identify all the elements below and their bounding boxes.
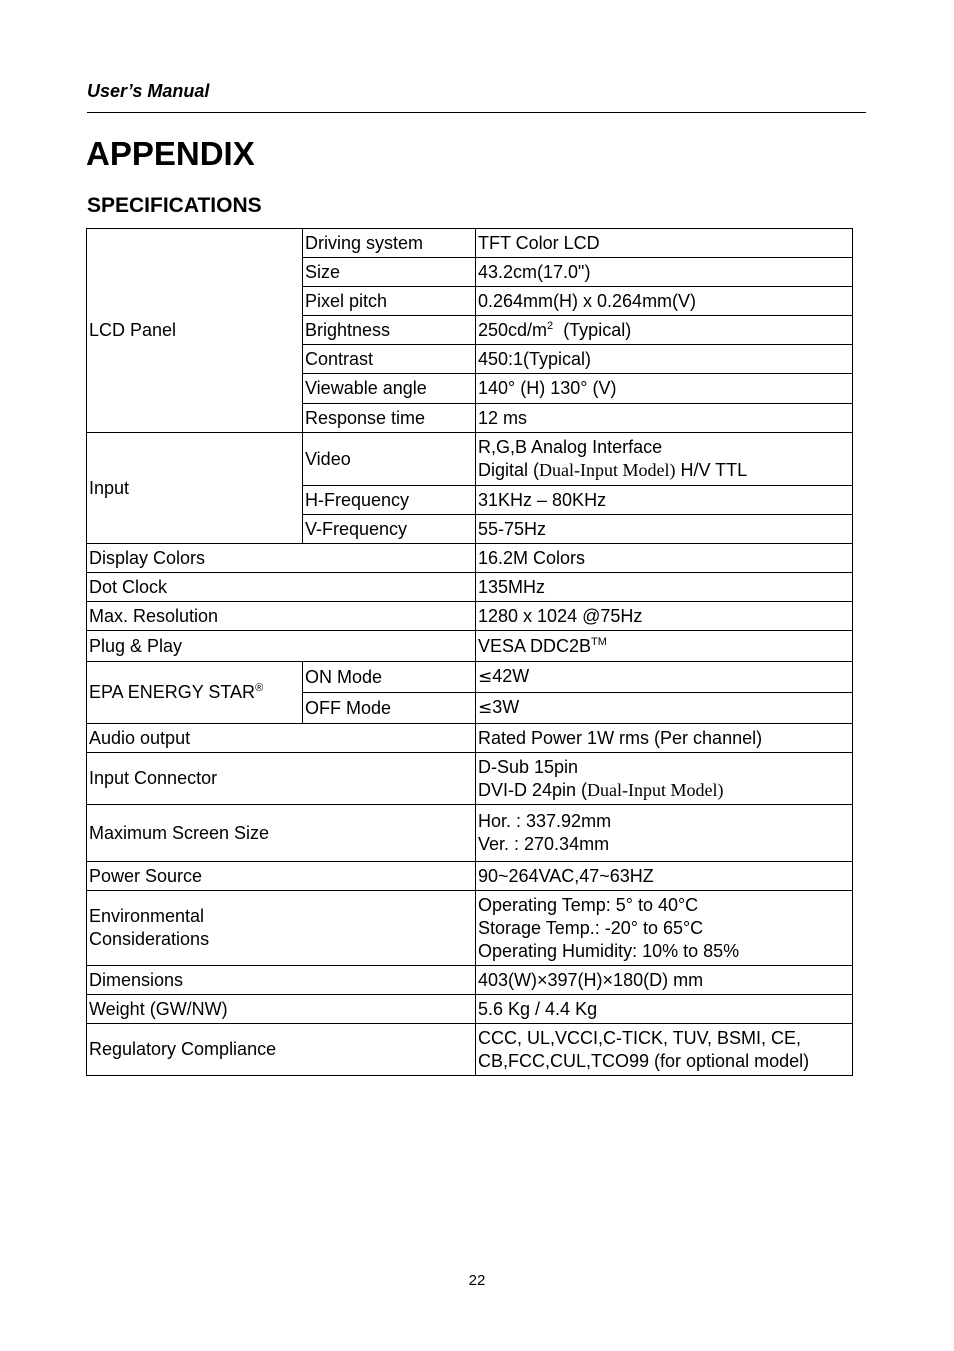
spec-value: 450:1(Typical) xyxy=(476,345,853,374)
value-line: Operating Temp: 5° to 40°C xyxy=(478,894,699,915)
section-title: SPECIFICATIONS xyxy=(87,194,262,217)
spec-value: 5.6 Kg / 4.4 Kg xyxy=(476,995,853,1024)
header-rule xyxy=(87,112,866,113)
spec-value xyxy=(476,1024,853,1076)
spec-label: Pixel pitch xyxy=(303,287,476,316)
less-equal-symbol: ≤ xyxy=(478,667,493,687)
spec-group-label: Input xyxy=(87,433,303,544)
value-line: D-Sub 15pin xyxy=(478,756,579,777)
spec-value: 12 ms xyxy=(476,404,853,433)
table-row xyxy=(87,862,853,891)
spec-label: Max. Resolution xyxy=(87,602,476,631)
spec-label: Maximum Screen Size xyxy=(87,805,476,862)
spec-value: 0.264mm(H) x 0.264mm(V) xyxy=(476,287,853,316)
spec-value: Rated Power 1W rms (Per channel) xyxy=(476,724,853,753)
spec-label: Power Source xyxy=(87,862,476,891)
value-line: Hor. : 337.92mm xyxy=(478,811,612,831)
table-row xyxy=(87,229,853,258)
spec-value: ≤42W xyxy=(476,662,853,693)
spec-value: 55-75Hz xyxy=(476,515,853,544)
spec-label: Dot Clock xyxy=(87,573,476,602)
spec-value xyxy=(476,891,853,966)
table-row xyxy=(87,995,853,1024)
spec-label: Display Colors xyxy=(87,544,476,573)
spec-label: ON Mode xyxy=(303,662,476,693)
value-line: DVI-D 24pin (Dual-Input Model) xyxy=(478,779,724,800)
spec-label: Video xyxy=(303,433,476,486)
table-row xyxy=(87,544,853,573)
value-line: Ver. : 270.34mm xyxy=(478,834,610,854)
table-row xyxy=(87,753,853,805)
table-row xyxy=(87,602,853,631)
spec-group-label: EPA ENERGY STAR® xyxy=(87,662,303,724)
spec-label: Audio output xyxy=(87,724,476,753)
model-note: Dual-Input Model) xyxy=(539,460,676,480)
spec-label: Contrast xyxy=(303,345,476,374)
spec-value: VESA DDC2B™ xyxy=(476,631,853,662)
table-row xyxy=(87,662,853,693)
model-note: Dual-Input Model) xyxy=(587,779,724,800)
brightness-value: 250cd/m xyxy=(478,319,548,340)
spec-label: Driving system xyxy=(303,229,476,258)
spec-label: Dimensions xyxy=(87,966,476,995)
superscript: 2 xyxy=(547,319,554,332)
spec-label: Input Connector xyxy=(87,753,476,805)
value-line: Storage Temp.: -20° to 65°C xyxy=(478,917,704,938)
label-line: Environmental xyxy=(89,906,205,926)
page-title: APPENDIX xyxy=(86,135,255,172)
spec-value: 31KHz – 80KHz xyxy=(476,486,853,515)
value-line: CB,FCC,CUL,TCO99 (for optional model) xyxy=(478,1050,810,1071)
spec-label: Weight (GW/NW) xyxy=(87,995,476,1024)
spec-value xyxy=(476,433,853,486)
spec-label: V-Frequency xyxy=(303,515,476,544)
manual-header: User’s Manual xyxy=(87,81,210,101)
table-row xyxy=(87,1024,853,1076)
spec-value: 16.2M Colors xyxy=(476,544,853,573)
spec-label: Regulatory Compliance xyxy=(87,1024,476,1076)
spec-value: ≤3W xyxy=(476,693,853,724)
value-line: R,G,B Analog Interface xyxy=(478,437,663,457)
specifications-table xyxy=(86,228,853,1076)
spec-label: Brightness xyxy=(303,316,476,345)
less-equal-symbol: ≤ xyxy=(478,698,493,718)
spec-value: 43.2cm(17.0") xyxy=(476,258,853,287)
spec-label: Viewable angle xyxy=(303,374,476,404)
brightness-note: (Typical) xyxy=(563,319,632,340)
value-line: CCC, UL,VCCI,C-TICK, TUV, BSMI, CE, xyxy=(478,1027,802,1048)
table-row xyxy=(87,724,853,753)
value-line: Operating Humidity: 10% to 85% xyxy=(478,940,740,961)
spec-value: 140° (H) 130° (V) xyxy=(476,374,853,404)
registered-mark: ® xyxy=(255,682,264,694)
spec-label: Response time xyxy=(303,404,476,433)
table-row xyxy=(87,433,853,486)
spec-value: TFT Color LCD xyxy=(476,229,853,258)
spec-value xyxy=(476,316,853,345)
label-line: Considerations xyxy=(89,929,210,949)
spec-group-label: LCD Panel xyxy=(87,229,303,433)
spec-label: Plug & Play xyxy=(87,631,476,662)
page-number: 22 xyxy=(468,1272,486,1289)
spec-label xyxy=(87,891,476,966)
spec-value: 1280 x 1024 @75Hz xyxy=(476,602,853,631)
spec-value xyxy=(476,805,853,862)
spec-value xyxy=(476,753,853,805)
table-row xyxy=(87,805,853,862)
table-row xyxy=(87,891,853,966)
table-row xyxy=(87,573,853,602)
spec-value: 135MHz xyxy=(476,573,853,602)
trademark-mark: TM xyxy=(591,635,607,648)
spec-label: OFF Mode xyxy=(303,693,476,724)
spec-value: 403(W)×397(H)×180(D) mm xyxy=(476,966,853,995)
table-row xyxy=(87,966,853,995)
spec-value: 90~264VAC,47~63HZ xyxy=(476,862,853,891)
spec-label: Size xyxy=(303,258,476,287)
table-row xyxy=(87,631,853,662)
value-line: Digital (Dual-Input Model) H/V TTL xyxy=(478,460,748,480)
spec-label: H-Frequency xyxy=(303,486,476,515)
